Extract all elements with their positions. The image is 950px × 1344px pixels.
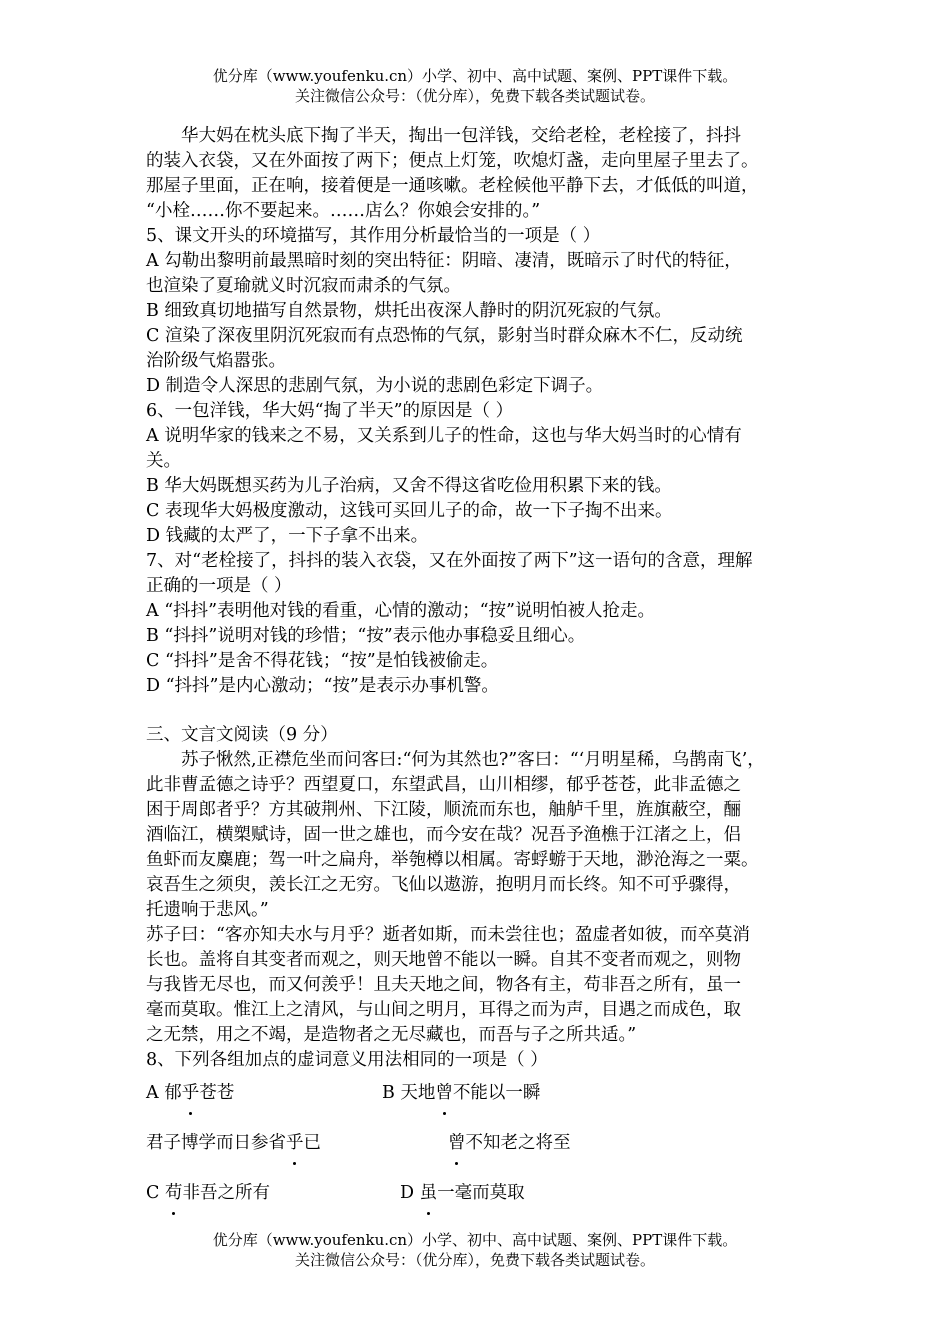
passage-line: 华大妈在枕头底下掏了半天，掏出一包洋钱，交给老栓，老栓接了，抖抖 xyxy=(181,126,741,146)
classical-text-line: 长也。盖将自其变者而观之，则天地曾不能以一瞬。自其不变者而观之，则物 xyxy=(146,950,741,970)
option-line: D “抖抖”是内心激动；“按”是表示办事机警。 xyxy=(146,676,499,696)
option-row-ab xyxy=(146,1081,818,1131)
option-text: D xyxy=(400,1183,420,1203)
option-text: B 天地 xyxy=(382,1083,436,1103)
classical-text-line: 苏子曰：“客亦知夫水与月乎？逝者如斯，而未尝往也；盈虚者如彼，而卒莫消 xyxy=(146,925,750,945)
option-text: 非吾之所有 xyxy=(182,1183,270,1203)
passage-line: 的装入衣袋，又在外面按了两下；便点上灯笼，吹熄灯盏，走向里屋子里去了。 xyxy=(146,151,759,171)
classical-text-line: 困于周郎者乎？方其破荆州、下江陵，顺流而东也，舳舻千里，旌旗蔽空，酾 xyxy=(146,800,741,820)
classical-text-line: 此非曹孟德之诗乎？西望夏口，东望武昌，山川相缪，郁乎苍苍，此非孟德之 xyxy=(146,775,741,795)
option-a xyxy=(146,1081,234,1106)
header-line-1: 优分库（www.youfenku.cn）小学、初中、高中试题、案例、PPT课件下载。 xyxy=(212,67,738,85)
question-5 xyxy=(146,224,818,399)
question-stem: 5、课文开头的环境描写，其作用分析最恰当的一项是（ ） xyxy=(146,226,601,246)
option-d xyxy=(400,1181,525,1206)
dotted-char: 乎 xyxy=(182,1081,200,1106)
option-line: B 华大妈既想买药为儿子治病，又舍不得这省吃俭用积累下来的钱。 xyxy=(146,476,672,496)
question-7 xyxy=(146,549,818,699)
page-footer xyxy=(0,1230,950,1270)
option-line: B “抖抖”说明对钱的珍惜；“按”表示他办事稳妥且细心。 xyxy=(146,626,586,646)
question-stem: 8、下列各组加点的虚词意义用法相同的一项是（ ） xyxy=(146,1050,548,1070)
option-line: A “抖抖”表明他对钱的看重，心情的激动；“按”说明怕被人抢走。 xyxy=(146,601,655,621)
document-body xyxy=(146,124,818,1231)
option-line: C 表现华大妈极度激动，这钱可买回儿子的命，故一下子掏不出来。 xyxy=(146,501,673,521)
option-line: A 说明华家的钱来之不易，又关系到儿子的性命，这也与华大妈当时的心情有 xyxy=(146,426,742,446)
passage-line: 那屋子里面，正在响，接着便是一通咳嗽。老栓候他平静下去，才低低的叫道， xyxy=(146,176,759,196)
classical-text-line: 鱼虾而友麋鹿；驾一叶之扁舟，举匏樽以相属。寄蜉蝣于天地，渺沧海之一粟。 xyxy=(146,850,759,870)
option-a-second xyxy=(146,1131,321,1156)
option-text: 君子博学而日参省 xyxy=(146,1133,286,1153)
option-text: 不能以一瞬 xyxy=(452,1083,541,1103)
classical-text-line: 毫而莫取。惟江上之清风，与山间之明月，耳得之而为声，目遇之而成色，取 xyxy=(146,1000,741,1020)
option-text: 苍苍 xyxy=(199,1083,235,1103)
question-8 xyxy=(146,1048,818,1231)
option-b xyxy=(382,1081,540,1106)
classical-text-line: 苏子愀然,正襟危坐而问客曰:“何为其然也?”客曰：“‘月明星稀，乌鹊南飞’， xyxy=(181,750,765,770)
classical-text-line: 酒临江，横槊赋诗，固一世之雄也，而今安在哉？况吾予渔樵于江渚之上，侣 xyxy=(146,825,741,845)
option-text: A 郁 xyxy=(146,1083,182,1103)
option-line: D 制造令人深思的悲剧气氛，为小说的悲剧色彩定下调子。 xyxy=(146,376,604,396)
option-line: A 勾勒出黎明前最黑暗时刻的突出特征：阴暗、凄清，既暗示了时代的特征， xyxy=(146,251,742,271)
option-b-second xyxy=(448,1131,571,1156)
option-row-ab-second xyxy=(146,1131,818,1181)
option-text: 不知老之将至 xyxy=(465,1133,571,1153)
option-line: 也渲染了夏瑜就义时沉寂而肃杀的气氛。 xyxy=(146,276,461,296)
classical-text-line: 与我皆无尽也，而又何羡乎！且夫天地之间，物各有主，苟非吾之所有，虽一 xyxy=(146,975,741,995)
dotted-char: 乎 xyxy=(286,1131,304,1156)
footer-line-2: 关注微信公众号：（优分库），免费下载各类试题试卷。 xyxy=(294,1251,655,1269)
dotted-char: 曾 xyxy=(435,1081,453,1106)
option-line: C “抖抖”是舍不得花钱；“按”是怕钱被偷走。 xyxy=(146,651,499,671)
option-line: 关。 xyxy=(146,451,181,471)
blank-line xyxy=(146,699,818,723)
option-c xyxy=(146,1181,270,1206)
question-stem: 6、一包洋钱，华大妈“掏了半天”的原因是（ ） xyxy=(146,401,514,421)
dotted-char: 虽 xyxy=(420,1181,438,1206)
passage-line: “小栓……你不要起来。……店么？你娘会安排的。” xyxy=(146,201,541,221)
option-row-cd xyxy=(146,1181,818,1231)
section-3 xyxy=(146,723,818,1048)
option-line: 治阶级气焰嚣张。 xyxy=(146,351,286,371)
header-line-2: 关注微信公众号：（优分库），免费下载各类试题试卷。 xyxy=(294,87,655,105)
question-stem: 7、对“老栓接了，抖抖的装入衣袋，又在外面按了两下”这一语句的含意，理解 xyxy=(146,551,753,571)
question-stem: 正确的一项是（ ） xyxy=(146,576,292,596)
dotted-char: 曾 xyxy=(448,1131,466,1156)
option-line: D 钱藏的太严了，一下子拿不出来。 xyxy=(146,526,429,546)
section-title: 三、文言文阅读（9 分） xyxy=(146,725,338,745)
classical-text-line: 托遗响于悲风。” xyxy=(146,900,269,920)
passage-excerpt xyxy=(146,124,818,224)
page-header xyxy=(0,66,950,106)
option-line: C 渲染了深夜里阴沉死寂而有点恐怖的气氛，影射当时群众麻木不仁，反动统 xyxy=(146,326,743,346)
option-text: 一毫而莫取 xyxy=(437,1183,525,1203)
question-6 xyxy=(146,399,818,549)
footer-line-1: 优分库（www.youfenku.cn）小学、初中、高中试题、案例、PPT课件下载。 xyxy=(212,1231,738,1249)
dotted-char: 苟 xyxy=(165,1181,183,1206)
option-line: B 细致真切地描写自然景物，烘托出夜深人静时的阴沉死寂的气氛。 xyxy=(146,301,672,321)
option-text: 已 xyxy=(303,1133,321,1153)
classical-text-line: 哀吾生之须臾，羡长江之无穷。飞仙以遨游，抱明月而长终。知不可乎骤得， xyxy=(146,875,741,895)
classical-text-line: 之无禁，用之不竭，是造物者之无尽藏也，而吾与子之所共适。” xyxy=(146,1025,637,1045)
option-text: C xyxy=(146,1183,165,1203)
